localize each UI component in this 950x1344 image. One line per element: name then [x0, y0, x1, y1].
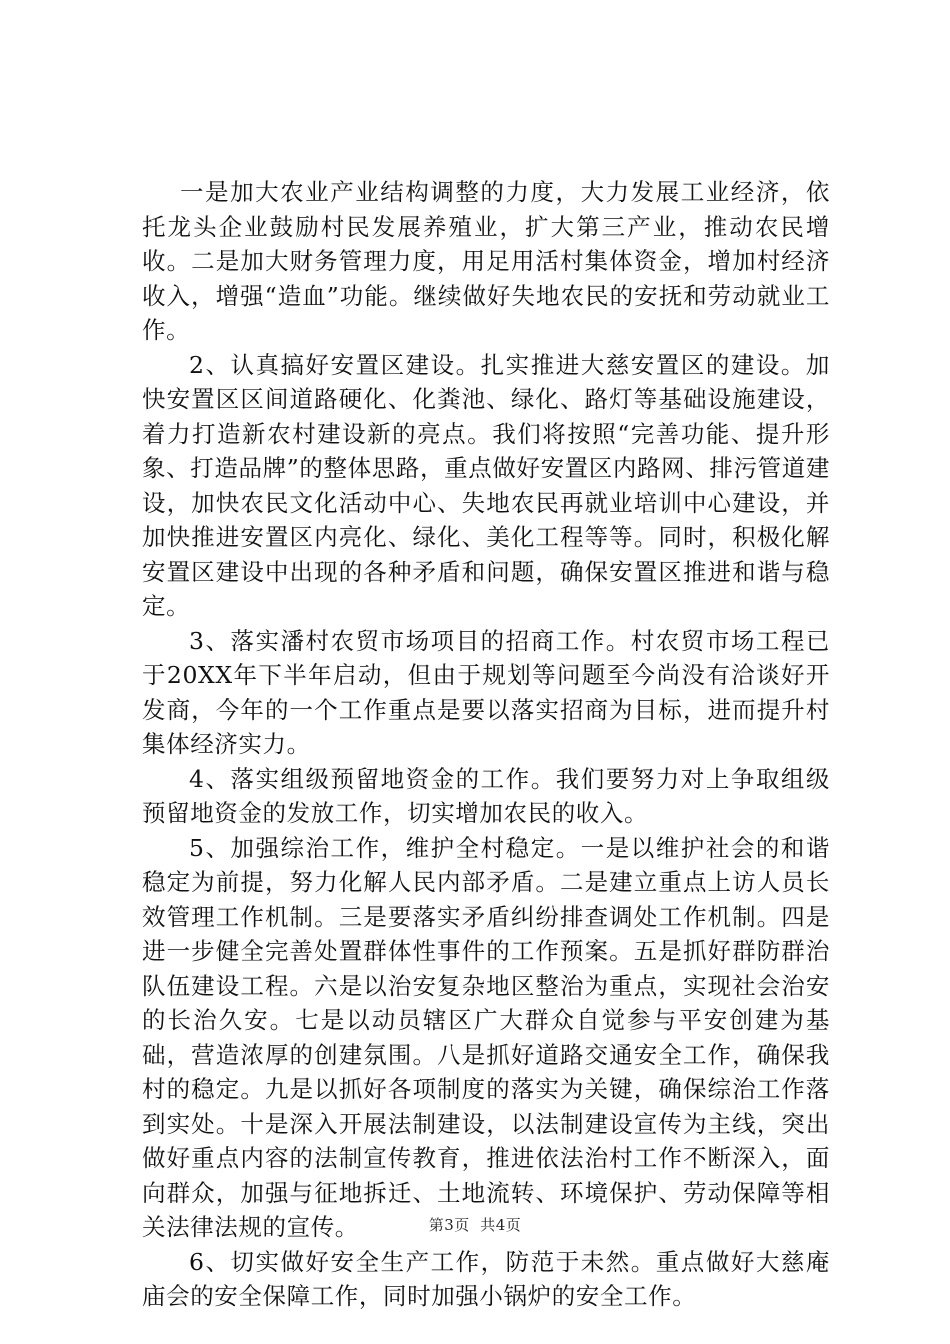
paragraph-2: 2、认真搞好安置区建设。扎实推进大慈安置区的建设。加快安置区区间道路硬化、化粪池、绿化、路灯等基础设施建设，着力打造新农村建设新的亮点。我们将按照“完善功能、提升形象、打造品牌”的整体思路，重点做好安置区内路网、排污管道建设，加快农民文化活动中心、失地农民再就业培训中心建设，并加快推进安置区内亮化、绿化、美化工程等等。同时，积极化解安置区建设中出现的各种矛盾和问题，确保安置区推进和谐与稳定。 — [142, 350, 830, 620]
paragraph-3: 3、落实潘村农贸市场项目的招商工作。村农贸市场工程已于20XX年下半年启动，但由于规划等问题至今尚没有洽谈好开发商，今年的一个工作重点是要以落实招商为目标，进而提升村集体经济实力。 — [142, 626, 830, 758]
page-number-footer: 第3页 共4页 — [428, 1216, 522, 1234]
paragraph-4: 4、落实组级预留地资金的工作。我们要努力对上争取组级预留地资金的发放工作，切实增加农民的收入。 — [142, 764, 830, 827]
paragraph-1: 一是加大农业产业结构调整的力度，大力发展工业经济，依托龙头企业鼓励村民发展养殖业，扩大第三产业，推动农民增收。二是加大财务管理力度，用足用活村集体资金，增加村经济收入，增强“造血”功能。继续做好失地农民的安抚和劳动就业工作。 — [142, 178, 830, 344]
document-body — [142, 175, 830, 1314]
paragraph-6: 6、切实做好安全生产工作，防范于未然。重点做好大慈庵庙会的安全保障工作，同时加强小锅炉的安全工作。 — [142, 1247, 830, 1310]
paragraph-5: 5、加强综治工作，维护全村稳定。一是以维护社会的和谐稳定为前提，努力化解人民内部矛盾。二是建立重点上访人员长效管理工作机制。三是要落实矛盾纠纷排查调处工作机制。四是进一步健全完善处置群体性事件的工作预案。五是抓好群防群治队伍建设工程。六是以治安复杂地区整治为重点，实现社会治安的长治久安。七是以动员辖区广大群众自觉参与平安创建为基础，营造浓厚的创建氛围。八是抓好道路交通安全工作，确保我村的稳定。九是以抓好各项制度的落实为关键，确保综治工作落到实处。十是深入开展法制建设，以法制建设宣传为主线，突出做好重点内容的法制宣传教育，推进依法治村工作不断深入，面向群众，加强与征地拆迁、土地流转、环境保护、劳动保障等相关法律法规的宣传。 — [142, 833, 830, 1241]
